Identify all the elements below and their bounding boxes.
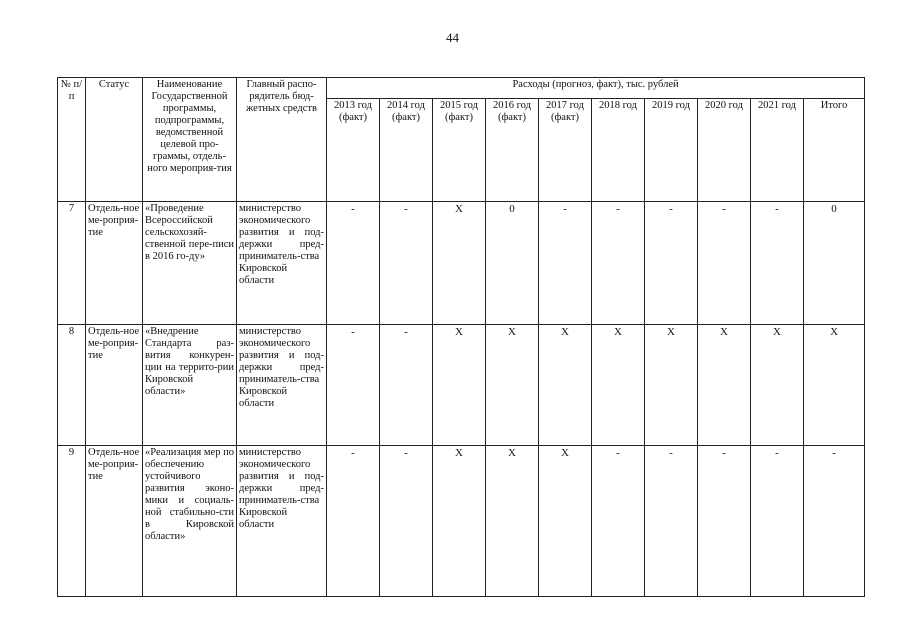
row-value: - (645, 446, 698, 597)
row-value: - (380, 202, 433, 325)
row-executor: министерство экономического развития и под-держки пред-приниматель-ства Кировской области (237, 446, 327, 597)
row-num: 7 (58, 202, 86, 325)
table-row (58, 325, 865, 446)
header-name: Наименование Государственной программы, подпрограммы, ведомственной целевой про-граммы, отдель-ного мероприя-тия (143, 78, 237, 202)
table-row (58, 446, 865, 597)
row-value: - (698, 446, 751, 597)
row-value: X (539, 446, 592, 597)
row-value: - (327, 446, 380, 597)
row-value: X (539, 325, 592, 446)
row-executor: министерство экономического развития и под-держки пред-приниматель-ства Кировской области (237, 325, 327, 446)
header-year: 2021 год (751, 99, 804, 202)
row-name: «Реализация мер по обеспечению устойчивого развития эконо-мики и социаль-ной стабильно-сти в Кировской области» (143, 446, 237, 597)
row-status: Отдель-ное ме-роприя-тие (86, 446, 143, 597)
header-year: 2016 год (факт) (486, 99, 539, 202)
row-value: - (645, 202, 698, 325)
row-value: X (486, 446, 539, 597)
table-row (58, 202, 865, 325)
header-year: 2013 год (факт) (327, 99, 380, 202)
row-name: «Внедрение Стандарта раз-вития конкурен-ции на террито-рии Кировской области» (143, 325, 237, 446)
row-value: - (698, 202, 751, 325)
row-value: X (592, 325, 645, 446)
header-year: 2020 год (698, 99, 751, 202)
row-value: - (592, 446, 645, 597)
page-number: 44 (446, 30, 459, 45)
header-expenses: Расходы (прогноз, факт), тыс. рублей (327, 78, 865, 99)
row-value: X (486, 325, 539, 446)
row-status: Отдель-ное ме-роприя-тие (86, 202, 143, 325)
row-value: - (327, 325, 380, 446)
row-total: X (804, 325, 865, 446)
row-value: X (433, 202, 486, 325)
row-value: - (380, 325, 433, 446)
row-value: 0 (486, 202, 539, 325)
row-value: X (433, 446, 486, 597)
row-value: X (698, 325, 751, 446)
row-value: X (751, 325, 804, 446)
row-value: X (433, 325, 486, 446)
row-num: 8 (58, 325, 86, 446)
header-year: 2015 год (факт) (433, 99, 486, 202)
row-value: - (592, 202, 645, 325)
header-year: 2018 год (592, 99, 645, 202)
header-year: 2014 год (факт) (380, 99, 433, 202)
header-status: Статус (86, 78, 143, 202)
row-name: «Проведение Всероссийской сельскохозяй-ственной пере-писи в 2016 го-ду» (143, 202, 237, 325)
row-total: 0 (804, 202, 865, 325)
row-num: 9 (58, 446, 86, 597)
header-executor: Главный распо-рядитель бюд-жетных средств (237, 78, 327, 202)
row-value: - (751, 446, 804, 597)
header-num: № п/п (58, 78, 86, 202)
row-value: - (539, 202, 592, 325)
row-total: - (804, 446, 865, 597)
header-total: Итого (804, 99, 865, 202)
row-executor: министерство экономического развития и под-держки пред-приниматель-ства Кировской области (237, 202, 327, 325)
header-year: 2017 год (факт) (539, 99, 592, 202)
program-expenses-table (57, 77, 865, 597)
row-value: - (327, 202, 380, 325)
row-value: X (645, 325, 698, 446)
header-year: 2019 год (645, 99, 698, 202)
row-value: - (751, 202, 804, 325)
row-status: Отдель-ное ме-роприя-тие (86, 325, 143, 446)
row-value: - (380, 446, 433, 597)
